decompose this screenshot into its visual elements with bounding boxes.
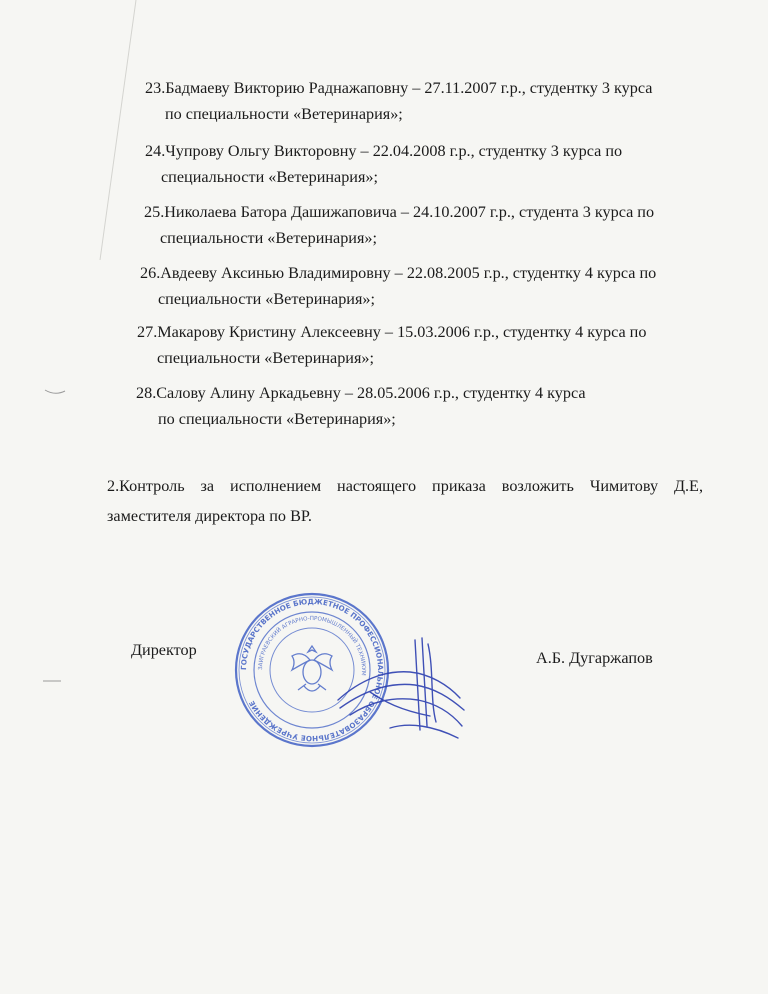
item-25-text: 25.Николаева Батора Дашижаповича – 24.10.2007 г.р., студента 3 курса по <box>144 203 655 221</box>
control-paragraph <box>107 476 703 526</box>
item-25-continuation: специальности «Ветеринария»; <box>160 229 378 247</box>
seal-emblem-icon <box>292 646 332 691</box>
item-23-text: 23.Бадмаеву Викторию Раднажаповну – 27.11.2007 г.р., студентку 3 курса <box>145 79 653 97</box>
seal-outer-text: ГОСУДАРСТВЕННОЕ БЮДЖЕТНОЕ ПРОФЕССИОНАЛЬНОЕ ОБРАЗОВАТЕЛЬНОЕ УЧРЕЖДЕНИЕ <box>238 596 386 744</box>
item-26-text: 26.Авдееву Аксинью Владимировну – 22.08.2005 г.р., студентку 4 курса по <box>140 264 657 282</box>
seal-inner-text: ЗАИГРАЕВСКИЙ АГРАРНО-ПРОМЫШЛЕННЫЙ ТЕХНИКУМ <box>257 615 367 676</box>
control-paragraph-line1: 2.Контроль за исполнением настоящего приказа возложить Чимитову Д.Е, <box>107 477 703 495</box>
item-23-continuation: по специальности «Ветеринария»; <box>165 105 403 123</box>
handwritten-signature <box>330 630 470 745</box>
item-24-text: 24.Чупрову Ольгу Викторовну – 22.04.2008 г.р., студентку 3 курса по <box>145 142 623 160</box>
control-paragraph-line2: заместителя директора по ВР. <box>107 507 312 525</box>
scan-margin-mark <box>42 678 62 684</box>
director-name: А.Б. Дугаржапов <box>536 649 653 667</box>
director-label: Директор <box>131 641 197 659</box>
item-26-continuation: специальности «Ветеринария»; <box>158 290 376 308</box>
scan-fold-line <box>96 0 140 260</box>
item-28-continuation: по специальности «Ветеринария»; <box>158 410 396 428</box>
item-27-text: 27.Макарову Кристину Алексеевну – 15.03.2006 г.р., студентку 4 курса по <box>137 323 647 341</box>
scan-margin-mark <box>44 388 66 396</box>
item-27-continuation: специальности «Ветеринария»; <box>157 349 375 367</box>
item-24-continuation: специальности «Ветеринария»; <box>161 168 379 186</box>
item-28-text: 28.Салову Алину Аркадьевну – 28.05.2006 г.р., студентку 4 курса <box>136 384 586 402</box>
